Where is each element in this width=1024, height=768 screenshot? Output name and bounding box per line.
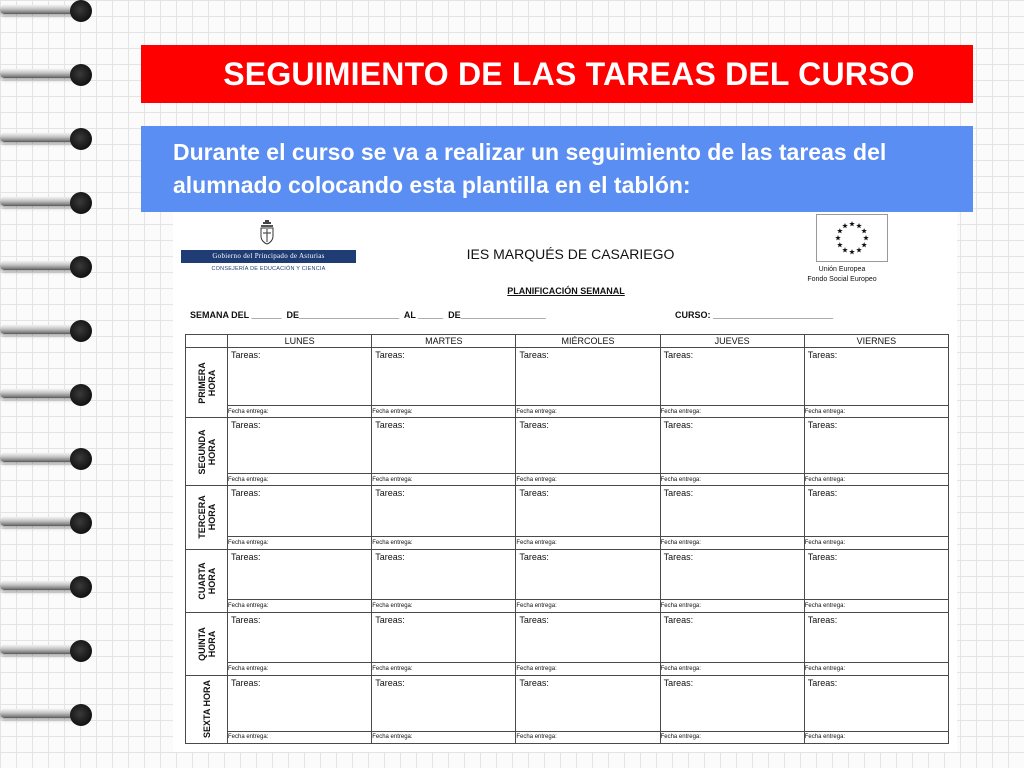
task-label: Tareas: — [663, 551, 694, 562]
binding-ring — [0, 380, 100, 410]
task-cell[interactable] — [516, 486, 660, 537]
task-cell[interactable] — [804, 675, 948, 731]
due-date-cell[interactable]: Fecha entrega: — [516, 663, 660, 675]
task-label: Tareas: — [519, 614, 549, 625]
due-date-cell[interactable]: Fecha entrega: — [804, 537, 948, 549]
hour-row — [186, 612, 949, 663]
task-label: Tareas: — [231, 488, 261, 499]
eu-label-line-2: Fondo Social Europeo — [807, 276, 877, 283]
eu-star-icon — [863, 235, 869, 240]
hour-label-line-2: HORA — [206, 369, 217, 396]
binding-hole — [70, 320, 92, 342]
course-field: CURSO: ________________________ — [675, 310, 834, 320]
eu-star-icon — [837, 228, 843, 233]
hour-label-cell — [186, 549, 228, 612]
task-cell[interactable] — [660, 486, 804, 537]
slide-title: SEGUIMIENTO DE LAS TAREAS DEL CURSO — [223, 55, 915, 92]
due-date-cell[interactable]: Fecha entrega: — [372, 731, 516, 743]
task-label: Tareas: — [663, 677, 694, 688]
school-name: IES MARQUÉS DE CASARIEGO — [466, 246, 675, 262]
task-label: Tareas: — [519, 488, 549, 499]
task-label: Tareas: — [663, 420, 694, 431]
due-date-cell[interactable]: Fecha entrega: — [660, 731, 804, 743]
due-date-cell[interactable]: Fecha entrega: — [660, 406, 804, 418]
task-cell[interactable] — [660, 418, 804, 474]
eu-star-icon — [861, 242, 867, 247]
day-header-lunes: LUNES — [228, 335, 372, 348]
due-date-cell[interactable]: Fecha entrega: — [516, 537, 660, 549]
task-label: Tareas: — [807, 551, 838, 562]
due-date-cell[interactable]: Fecha entrega: — [516, 474, 660, 486]
binding-ring — [0, 572, 100, 602]
coat-of-arms-icon — [259, 219, 275, 245]
binding-wire — [0, 453, 80, 462]
binding-ring — [0, 444, 100, 474]
binding-hole — [70, 704, 92, 726]
hour-label — [202, 680, 212, 738]
hour-row — [186, 418, 949, 474]
hour-label-cell — [186, 612, 228, 675]
task-label: Tareas: — [375, 551, 405, 562]
due-date-cell[interactable]: Fecha entrega: — [804, 474, 948, 486]
binding-hole — [70, 384, 92, 406]
due-date-cell[interactable]: Fecha entrega: — [228, 663, 372, 675]
task-cell[interactable] — [372, 675, 516, 731]
spiral-binding — [0, 0, 110, 768]
task-cell[interactable] — [804, 549, 948, 600]
task-label: Tareas: — [519, 677, 549, 688]
due-date-row — [186, 663, 949, 675]
task-cell[interactable] — [804, 348, 948, 406]
due-date-cell[interactable]: Fecha entrega: — [228, 406, 372, 418]
due-date-cell[interactable]: Fecha entrega: — [660, 537, 804, 549]
task-label: Tareas: — [663, 488, 694, 499]
hour-label-line-2: HORA — [206, 630, 217, 657]
due-date-cell[interactable]: Fecha entrega: — [804, 731, 948, 743]
binding-ring — [0, 0, 100, 26]
due-date-cell[interactable]: Fecha entrega: — [228, 731, 372, 743]
due-date-cell[interactable]: Fecha entrega: — [660, 663, 804, 675]
binding-ring — [0, 508, 100, 538]
task-label: Tareas: — [375, 614, 405, 625]
government-department: CONSEJERÍA DE EDUCACIÓN Y CIENCIA — [211, 266, 326, 272]
planning-title: PLANIFICACIÓN SEMANAL — [507, 286, 625, 296]
eu-funding-label — [797, 265, 887, 285]
hour-label-line-2: HORA — [206, 504, 217, 531]
eu-star-icon — [861, 228, 867, 233]
task-label: Tareas: — [231, 420, 261, 431]
binding-ring — [0, 252, 100, 282]
hour-row — [186, 486, 949, 537]
task-cell[interactable] — [372, 348, 516, 406]
binding-hole — [70, 640, 92, 662]
due-date-cell[interactable]: Fecha entrega: — [228, 600, 372, 612]
task-cell[interactable] — [228, 418, 372, 474]
task-cell[interactable] — [660, 612, 804, 663]
task-cell[interactable] — [372, 549, 516, 600]
binding-wire — [0, 197, 80, 206]
task-label: Tareas: — [231, 677, 261, 688]
hour-label-line-1: CUARTA — [196, 561, 207, 600]
task-label: Tareas: — [375, 350, 405, 360]
task-cell[interactable] — [372, 418, 516, 474]
task-cell[interactable] — [516, 418, 660, 474]
hour-label-cell — [186, 418, 228, 486]
day-header-viernes: VIERNES — [804, 335, 948, 348]
binding-ring — [0, 60, 100, 90]
corner-cell — [186, 335, 228, 348]
eu-flag-icon — [816, 214, 888, 262]
hour-label-line-1: SEXTA HORA — [201, 680, 212, 739]
due-date-cell[interactable]: Fecha entrega: — [804, 663, 948, 675]
task-label: Tareas: — [807, 350, 838, 360]
document-header — [173, 212, 957, 336]
hour-label — [197, 627, 217, 661]
day-header-jueves: JUEVES — [660, 335, 804, 348]
task-cell[interactable] — [804, 486, 948, 537]
task-cell[interactable] — [228, 486, 372, 537]
binding-wire — [0, 709, 80, 718]
due-date-cell[interactable]: Fecha entrega: — [372, 537, 516, 549]
title-bar — [141, 45, 973, 103]
hour-label — [197, 496, 217, 540]
hour-label — [197, 429, 217, 474]
task-cell[interactable] — [804, 612, 948, 663]
binding-wire — [0, 133, 80, 142]
task-label: Tareas: — [663, 614, 694, 625]
binding-ring — [0, 124, 100, 154]
task-label: Tareas: — [807, 614, 838, 625]
hour-label-cell — [186, 675, 228, 743]
hour-label-line-2: HORA — [206, 567, 217, 594]
task-cell[interactable] — [804, 418, 948, 474]
due-date-cell[interactable]: Fecha entrega: — [804, 406, 948, 418]
intro-text: Durante el curso se va a realizar un seguimiento de las tareas del alumnado colocando esta plantilla en el tablón: — [173, 139, 887, 198]
hour-row — [186, 549, 949, 600]
task-cell[interactable] — [228, 348, 372, 406]
hour-label-cell — [186, 486, 228, 549]
weekly-schedule-table — [185, 334, 949, 744]
task-label: Tareas: — [807, 488, 838, 499]
due-date-cell[interactable]: Fecha entrega: — [516, 731, 660, 743]
hour-label — [197, 562, 217, 599]
task-cell[interactable] — [516, 612, 660, 663]
task-cell[interactable] — [372, 612, 516, 663]
binding-wire — [0, 645, 80, 654]
due-date-cell[interactable]: Fecha entrega: — [372, 663, 516, 675]
due-date-cell[interactable]: Fecha entrega: — [372, 600, 516, 612]
due-date-cell[interactable]: Fecha entrega: — [660, 474, 804, 486]
binding-hole — [70, 128, 92, 150]
due-date-row — [186, 600, 949, 612]
binding-wire — [0, 325, 80, 334]
eu-star-icon — [837, 242, 843, 247]
task-cell[interactable] — [372, 486, 516, 537]
binding-ring — [0, 188, 100, 218]
task-cell[interactable] — [516, 348, 660, 406]
eu-star-icon — [856, 247, 862, 252]
task-cell[interactable] — [660, 675, 804, 731]
task-label: Tareas: — [375, 488, 405, 499]
task-label: Tareas: — [375, 420, 405, 431]
task-label: Tareas: — [519, 420, 549, 431]
binding-hole — [70, 448, 92, 470]
task-label: Tareas: — [375, 677, 405, 688]
due-date-row — [186, 537, 949, 549]
binding-ring — [0, 700, 100, 730]
task-cell[interactable] — [660, 549, 804, 600]
hour-label-cell — [186, 348, 228, 418]
eu-star-icon — [849, 221, 855, 226]
eu-label-line-1: Unión Europea — [818, 266, 866, 273]
due-date-cell[interactable]: Fecha entrega: — [228, 474, 372, 486]
day-header-martes: MARTES — [372, 335, 516, 348]
eu-star-icon — [856, 223, 862, 228]
hour-label-line-1: TERCERA — [196, 495, 207, 540]
task-label: Tareas: — [663, 350, 694, 360]
task-cell[interactable] — [228, 612, 372, 663]
hour-label-line-2: HORA — [206, 438, 217, 466]
binding-wire — [0, 389, 80, 398]
task-cell[interactable] — [228, 549, 372, 600]
task-label: Tareas: — [231, 614, 261, 625]
binding-hole — [70, 64, 92, 86]
binding-wire — [0, 5, 80, 14]
intro-box — [141, 126, 973, 212]
task-label: Tareas: — [807, 677, 838, 688]
due-date-row — [186, 731, 949, 743]
hour-row — [186, 675, 949, 731]
task-cell[interactable] — [660, 348, 804, 406]
eu-star-icon — [849, 249, 855, 254]
week-fields: SEMANA DEL ______ DE____________________ AL _____ DE_________________ — [190, 310, 546, 320]
due-date-row — [186, 406, 949, 418]
binding-wire — [0, 69, 80, 78]
planning-sheet — [173, 212, 957, 752]
eu-star-icon — [842, 247, 848, 252]
hour-label-line-1: QUINTA — [196, 626, 207, 661]
task-cell[interactable] — [516, 675, 660, 731]
task-cell[interactable] — [516, 549, 660, 600]
binding-ring — [0, 636, 100, 666]
binding-hole — [70, 192, 92, 214]
government-band: Gobierno del Principado de Asturias — [181, 250, 356, 263]
task-label: Tareas: — [519, 551, 549, 562]
task-label: Tareas: — [519, 350, 549, 360]
binding-wire — [0, 581, 80, 590]
hour-label-line-1: SEGUNDA — [196, 429, 207, 475]
eu-star-icon — [835, 235, 841, 240]
binding-hole — [70, 576, 92, 598]
task-label: Tareas: — [807, 420, 838, 431]
binding-wire — [0, 261, 80, 270]
due-date-cell[interactable]: Fecha entrega: — [228, 537, 372, 549]
task-label: Tareas: — [231, 551, 261, 562]
binding-wire — [0, 517, 80, 526]
task-label: Tareas: — [231, 350, 261, 360]
task-cell[interactable] — [228, 675, 372, 731]
due-date-cell[interactable]: Fecha entrega: — [804, 600, 948, 612]
hour-label-line-1: PRIMERA — [196, 361, 207, 404]
due-date-row — [186, 474, 949, 486]
binding-ring — [0, 316, 100, 346]
binding-hole — [70, 256, 92, 278]
hour-label — [197, 362, 217, 404]
binding-hole — [70, 512, 92, 534]
schedule-header-row — [186, 335, 949, 348]
due-date-cell[interactable]: Fecha entrega: — [516, 406, 660, 418]
hour-row — [186, 348, 949, 406]
binding-hole — [70, 0, 92, 22]
day-header-miercoles: MIÉRCOLES — [516, 335, 660, 348]
eu-star-icon — [842, 223, 848, 228]
due-date-cell[interactable]: Fecha entrega: — [660, 600, 804, 612]
due-date-cell[interactable]: Fecha entrega: — [372, 406, 516, 418]
due-date-cell[interactable]: Fecha entrega: — [372, 474, 516, 486]
due-date-cell[interactable]: Fecha entrega: — [516, 600, 660, 612]
